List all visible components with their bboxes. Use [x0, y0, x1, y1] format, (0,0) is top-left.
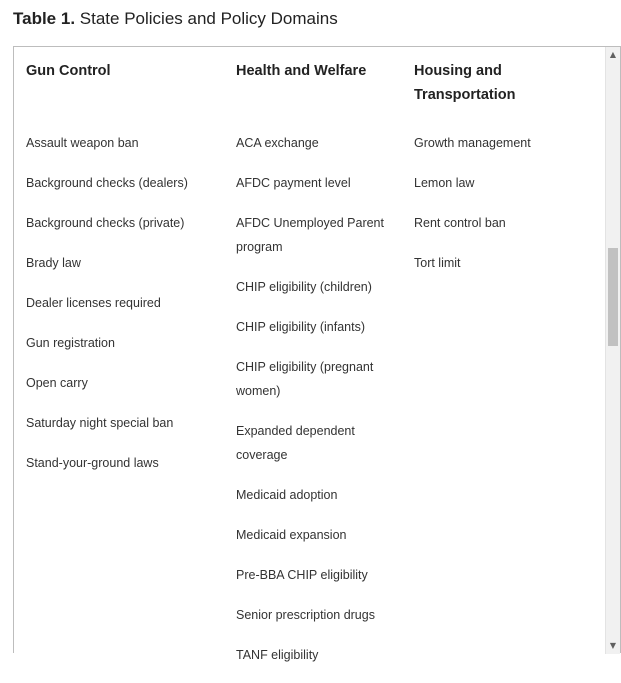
column-header: Gun Control: [26, 63, 111, 79]
table-caption-title: State Policies and Policy Domains: [79, 9, 338, 28]
table-caption-label: Table 1.: [13, 9, 76, 28]
triangle-down-icon[interactable]: ▼: [609, 641, 617, 650]
table-cell: Background checks (dealers): [26, 176, 188, 190]
table-cell: Brady law: [26, 256, 81, 270]
table-cell: TANF eligibility: [236, 648, 319, 662]
table-cell: Open carry: [26, 376, 88, 390]
table-cell: Dealer licenses required: [26, 296, 161, 310]
table-cell: Pre-BBA CHIP eligibility: [236, 568, 368, 582]
column-health-and-welfare: [236, 59, 406, 683]
table-caption: [13, 8, 338, 30]
table-cell: Medicaid expansion: [236, 528, 347, 542]
table-cell: AFDC Unemployed Parent program: [236, 216, 384, 254]
table-cell: CHIP eligibility (pregnant women): [236, 360, 374, 398]
table-cell: Lemon law: [414, 176, 475, 190]
policy-table[interactable]: [13, 46, 621, 662]
table-cell: ACA exchange: [236, 136, 319, 150]
table-cell: Saturday night special ban: [26, 416, 174, 430]
scrollbar-thumb[interactable]: [608, 248, 618, 346]
table-cell: Medicaid adoption: [236, 488, 338, 502]
table-cell: Expanded dependent coverage: [236, 424, 355, 462]
table-cell: Background checks (private): [26, 216, 185, 230]
triangle-up-icon[interactable]: ▲: [609, 50, 617, 59]
table-cell: Growth management: [414, 136, 531, 150]
table-scroll-area[interactable]: [14, 47, 606, 662]
table-cell: Tort limit: [414, 256, 461, 270]
column-housing-and-transportation: [414, 59, 594, 291]
table-cell: CHIP eligibility (children): [236, 280, 372, 294]
table-cell: AFDC payment level: [236, 176, 351, 190]
column-header: Housing and Transportation: [414, 63, 516, 103]
column-header: Health and Welfare: [236, 63, 367, 79]
table-cell: Assault weapon ban: [26, 136, 139, 150]
table-cell: Stand-your-ground laws: [26, 456, 159, 470]
table-cell: Gun registration: [26, 336, 115, 350]
vertical-scrollbar[interactable]: [605, 47, 620, 654]
column-gun-control: [26, 59, 231, 491]
table-cell: CHIP eligibility (infants): [236, 320, 365, 334]
table-cell: Rent control ban: [414, 216, 506, 230]
table-cell: Senior prescription drugs: [236, 608, 375, 622]
